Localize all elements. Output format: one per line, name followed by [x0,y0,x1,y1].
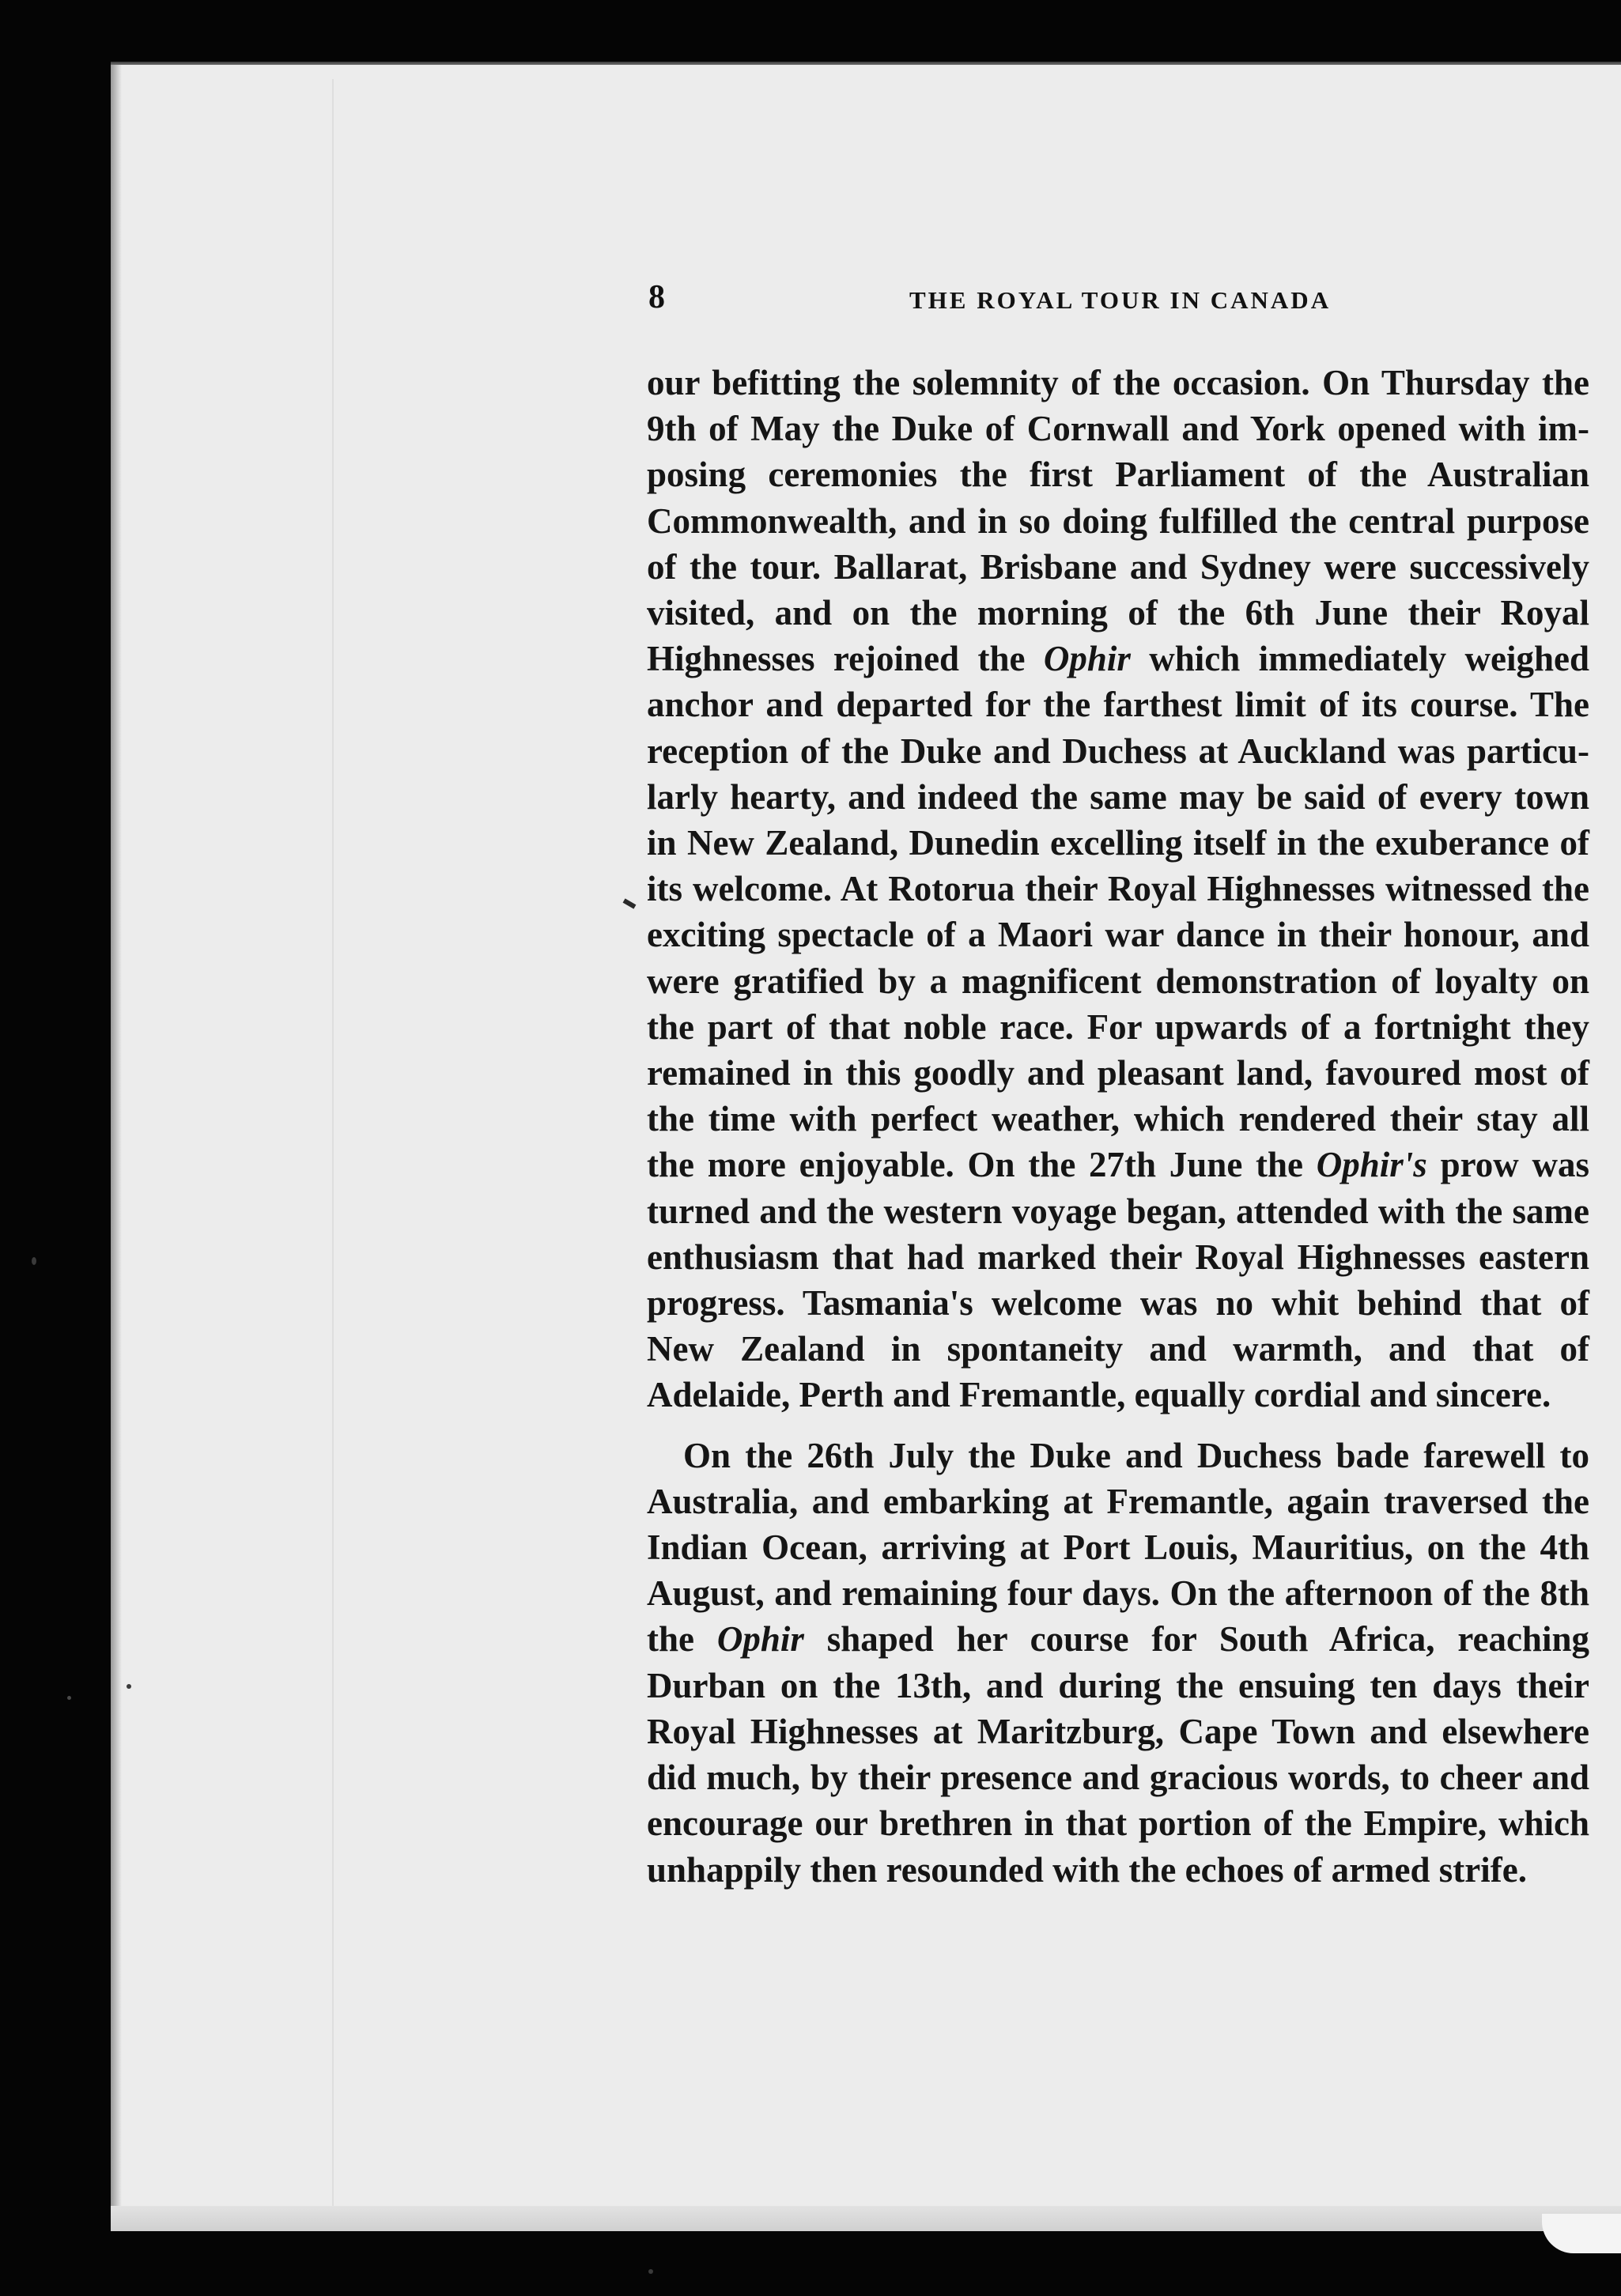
page-number: 8 [648,279,665,315]
page-header [648,278,1589,326]
text-run: our befitting the solemnity of the occasion. On Thursday the 9th of May the Duke of Cornwall and York opened with imposing ceremonies the first Parliament of the Australian Commonwealth, and in so doing fulfilled the central purpose of the tour. Ballarat, Brisbane and Sydney were successively visited, and on the morning of the 6th June their Royal Highnesses rejoined the [647,363,1589,679]
page-fold-line [332,79,334,2206]
page-left-shadow [111,65,122,2231]
body-text [647,360,1589,1893]
page-corner-curl [1542,2214,1621,2253]
dust-speck [67,1696,71,1700]
ship-name-italic: Ophir's [1316,1145,1427,1185]
paragraph-1 [647,360,1589,1418]
paragraph-2 [647,1433,1589,1893]
dust-speck [32,1257,36,1265]
running-title: THE ROYAL TOUR IN CANADA [909,286,1332,314]
ship-name-italic: Ophir [1043,639,1131,679]
text-run: shaped her course for South Africa, reaching Durban on the 13th, and during the ensuing ten days their Royal Highnesses at Maritzburg, Cape Town and elsewhere did much, by their presence and gracious words, to cheer and encourage our brethren in that portion of the Empire, which unhappily then resounded with the echoes of armed strife. [647,1619,1589,1890]
dust-speck [127,1684,131,1689]
page-bottom-edge [111,2206,1621,2231]
ship-name-italic: Ophir [716,1619,804,1660]
text-run: which immediately weighed anchor and departed for the farthest limit of its course. The reception of the Duke and Duchess at Auckland was particularly hearty, and indeed the same may be said of every town in New Zealand, Dunedin excelling itself in the exuberance of its welcome. At Rotorua their Royal Highnesses witnessed the exciting spectacle of a Maori war dance in their honour, and were gratified by a magnificent demonstration of loyalty on the part of that noble race. For upwards of a fortnight they remained in this goodly and pleasant land, favoured most of the time with perfect weather, which rendered their stay all the more enjoyable. On the 27th June the [647,639,1589,1185]
paragraph-gap [647,1418,1589,1433]
text-run: On the 26th July the Duke and Duchess bade farewell to Australia, and embarking at Fremantle, again traversed the Indian Ocean, arriving at Port Louis, Mauritius, on the 4th August, and remaining four days. On the afternoon of the 8th the [647,1435,1589,1660]
text-run: prow was turned and the western voyage began, attended with the same enthusiasm that had marked their Royal Highnesses eastern progress. Tasmania's welcome was no whit behind that of New Zealand in spontaneity and warmth, and that of Adelaide, Perth and Fremantle, equally cordial and sincere. [647,1145,1589,1415]
dust-speck [648,2269,653,2274]
